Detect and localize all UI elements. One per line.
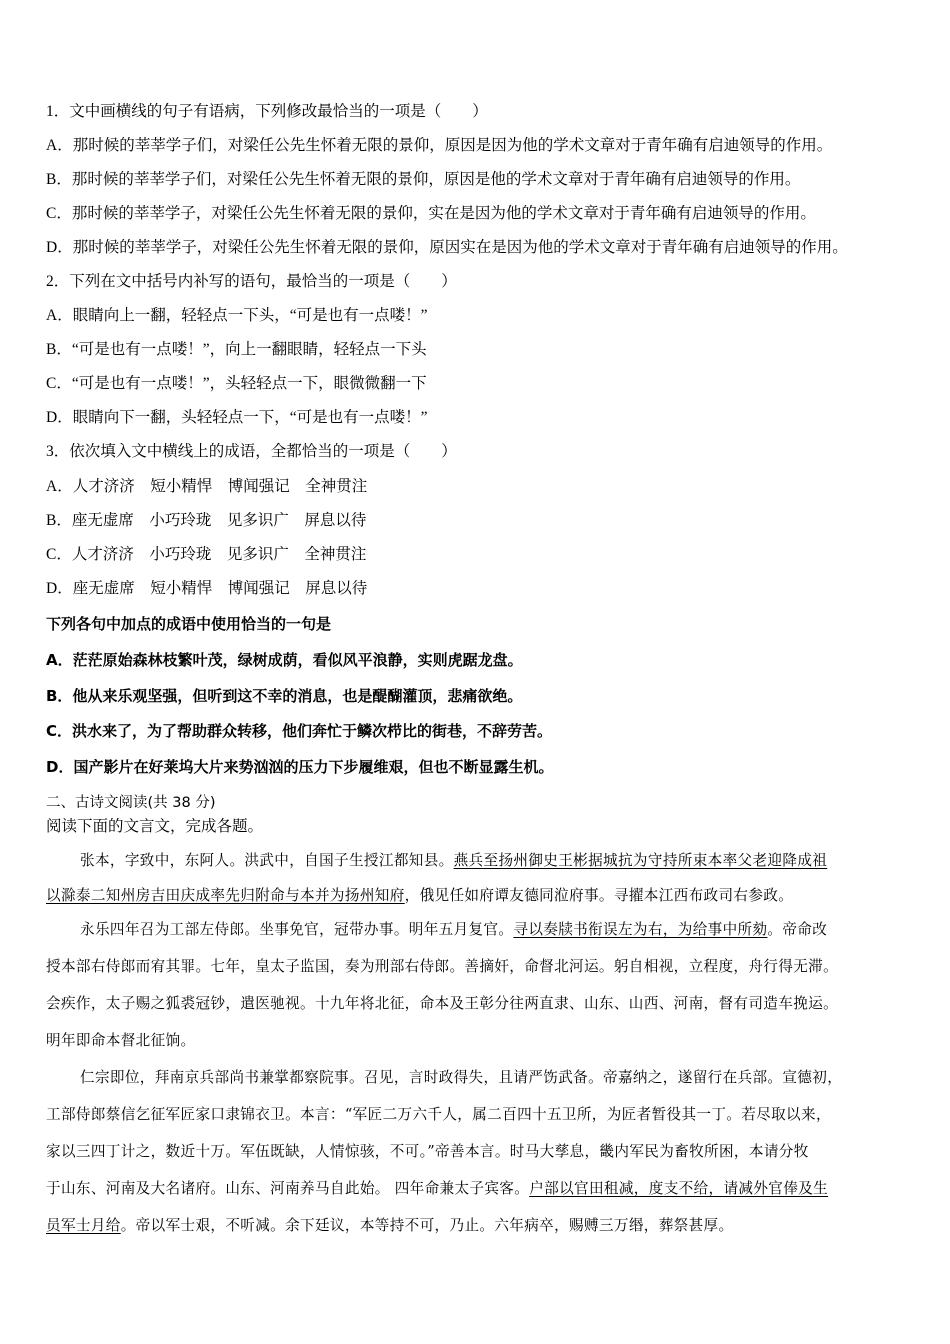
question-3-stem: 3．依次填入文中横线上的成语，全都恰当的一项是（ ） xyxy=(46,443,457,460)
question-3-option-b: B．座无虚席 小巧玲珑 见多识广 屏息以待 xyxy=(46,512,367,529)
question-1-option-b: B．那时候的莘莘学子们，对梁任公先生怀着无限的景仰，原因是他的学术文章对于青年确有启迪领导的作用。 xyxy=(46,171,801,188)
question-2-option-c: C．“可是也有一点喽！”，头轻轻点一下，眼微微翻一下 xyxy=(46,375,427,392)
passage-line: 授本部右侍郎而宥其罪。七年，皇太子监国，奏为刑部右侍郎。善摘奸，命督北河运。躬自相视，立程度，舟行得无滞。 xyxy=(46,958,839,975)
question-3-option-a: A．人才济济 短小精悍 博闻强记 全神贯注 xyxy=(46,478,368,495)
question-2-option-d: D．眼睛向下一翻，头轻轻点一下，“可是也有一点喽！” xyxy=(46,409,428,426)
question-1-option-c: C．那时候的莘莘学子，对梁任公先生怀着无限的景仰，实在是因为他的学术文章对于青年确有启迪领导的作用。 xyxy=(46,205,816,222)
question-1-option-a: A．那时候的莘莘学子们，对梁任公先生怀着无限的景仰，原因是因为他的学术文章对于青年确有启迪领导的作用。 xyxy=(46,137,833,154)
passage-line: 会疾作，太子赐之狐裘冠钞，遣医驰视。十九年将北征，命本及王彰分往两直隶、山东、山西、河南，督有司造车挽运。 xyxy=(46,995,839,1012)
underlined-sentence: 燕兵至扬州御史王彬据城抗为守持所束本率父老迎降成祖 xyxy=(453,852,828,869)
underlined-sentence: 户部以官田租减，度支不给，请减外官俸及生 xyxy=(529,1180,829,1197)
passage-line xyxy=(46,1216,733,1236)
idiom-question-option-a: A．茫茫原始森林枝繁叶茂，绿树成荫，看似风平浪静，实则虎踞龙盘。 xyxy=(46,651,523,669)
passage-line: 工部侍郎蔡信乞征军匠家口隶锦衣卫。本言：“军匠二万六千人，属二百四十五卫所，为匠者暂役其一丁。若尽取以来， xyxy=(46,1106,831,1123)
passage-line: 仁宗即位，拜南京兵部尚书兼掌都察院事。召见，言时政得失，且请严饬武备。帝嘉纳之，遂留行在兵部。宣德初， xyxy=(80,1069,843,1086)
question-2-option-b: B．“可是也有一点喽！”，向上一翻眼睛，轻轻点一下头 xyxy=(46,341,427,358)
question-1-stem: 1．文中画横线的句子有语病，下列修改最恰当的一项是（ ） xyxy=(46,103,488,120)
passage-text: 于山东、河南及大名诸府。山东、河南养马自此始。 四年命兼太子宾客。 xyxy=(46,1180,530,1197)
idiom-question-stem: 下列各句中加点的成语中使用恰当的一句是 xyxy=(46,615,332,633)
passage-text: 张本，字致中，东阿人。洪武中，自国子生授江都知县。 xyxy=(80,852,454,869)
passage-line: 家以三四丁计之，数近十万。军伍既缺，人情惊骇，不可。”帝善本言。时马大孳息，畿内军民为畜牧所困，本请分牧 xyxy=(46,1143,809,1160)
underlined-sentence: 以滁泰二知州房吉田庆成率先归附命与本并为扬州知府 xyxy=(46,887,405,904)
passage-line xyxy=(46,886,793,906)
passage-line xyxy=(80,851,827,871)
section-instruction: 阅读下面的文言文，完成各题。 xyxy=(46,818,264,835)
question-3-option-c: C．人才济济 小巧玲珑 见多识广 全神贯注 xyxy=(46,546,367,563)
passage-text: 。帝命改 xyxy=(767,921,828,938)
passage-text: ，俄见任如府谭友德同涖府事。寻擢本江西布政司右参政。 xyxy=(404,887,794,904)
underlined-sentence: 员军士月给 xyxy=(46,1217,121,1234)
underlined-sentence: 寻以奏牍书衔误左为右，为给事中所劾 xyxy=(513,921,768,938)
idiom-question-option-c: C．洪水来了，为了帮助群众转移，他们奔忙于鳞次栉比的街巷，不辞劳苦。 xyxy=(46,722,553,740)
passage-text: 。帝以军士艰，不听减。余下廷议，本等持不可，乃止。六年病卒，赐赙三万缗，葬祭甚厚。 xyxy=(120,1217,734,1234)
passage-line: 明年即命本督北征饷。 xyxy=(46,1032,196,1049)
passage-text: 永乐四年召为工部左侍郎。坐事免官，冠带办事。明年五月复官。 xyxy=(80,921,514,938)
idiom-question-option-d: D．国产影片在好莱坞大片来势汹汹的压力下步履维艰，但也不断显露生机。 xyxy=(46,758,554,776)
question-3-option-d: D．座无虚席 短小精悍 博闻强记 屏息以待 xyxy=(46,580,368,597)
idiom-question-option-b: B．他从来乐观坚强，但听到这不幸的消息，也是醍醐灌顶，悲痛欲绝。 xyxy=(46,687,523,705)
passage-line xyxy=(80,920,827,940)
question-2-stem: 2．下列在文中括号内补写的语句，最恰当的一项是（ ） xyxy=(46,273,457,290)
passage-line xyxy=(46,1179,828,1199)
question-1-option-d: D．那时候的莘莘学子，对梁任公先生怀着无限的景仰，原因实在是因为他的学术文章对于青年确有启迪领导的作用。 xyxy=(46,239,848,256)
question-2-option-a: A．眼睛向上一翻，轻轻点一下头，“可是也有一点喽！” xyxy=(46,307,428,324)
section-title: 二、古诗文阅读(共 38 分) xyxy=(46,795,216,811)
